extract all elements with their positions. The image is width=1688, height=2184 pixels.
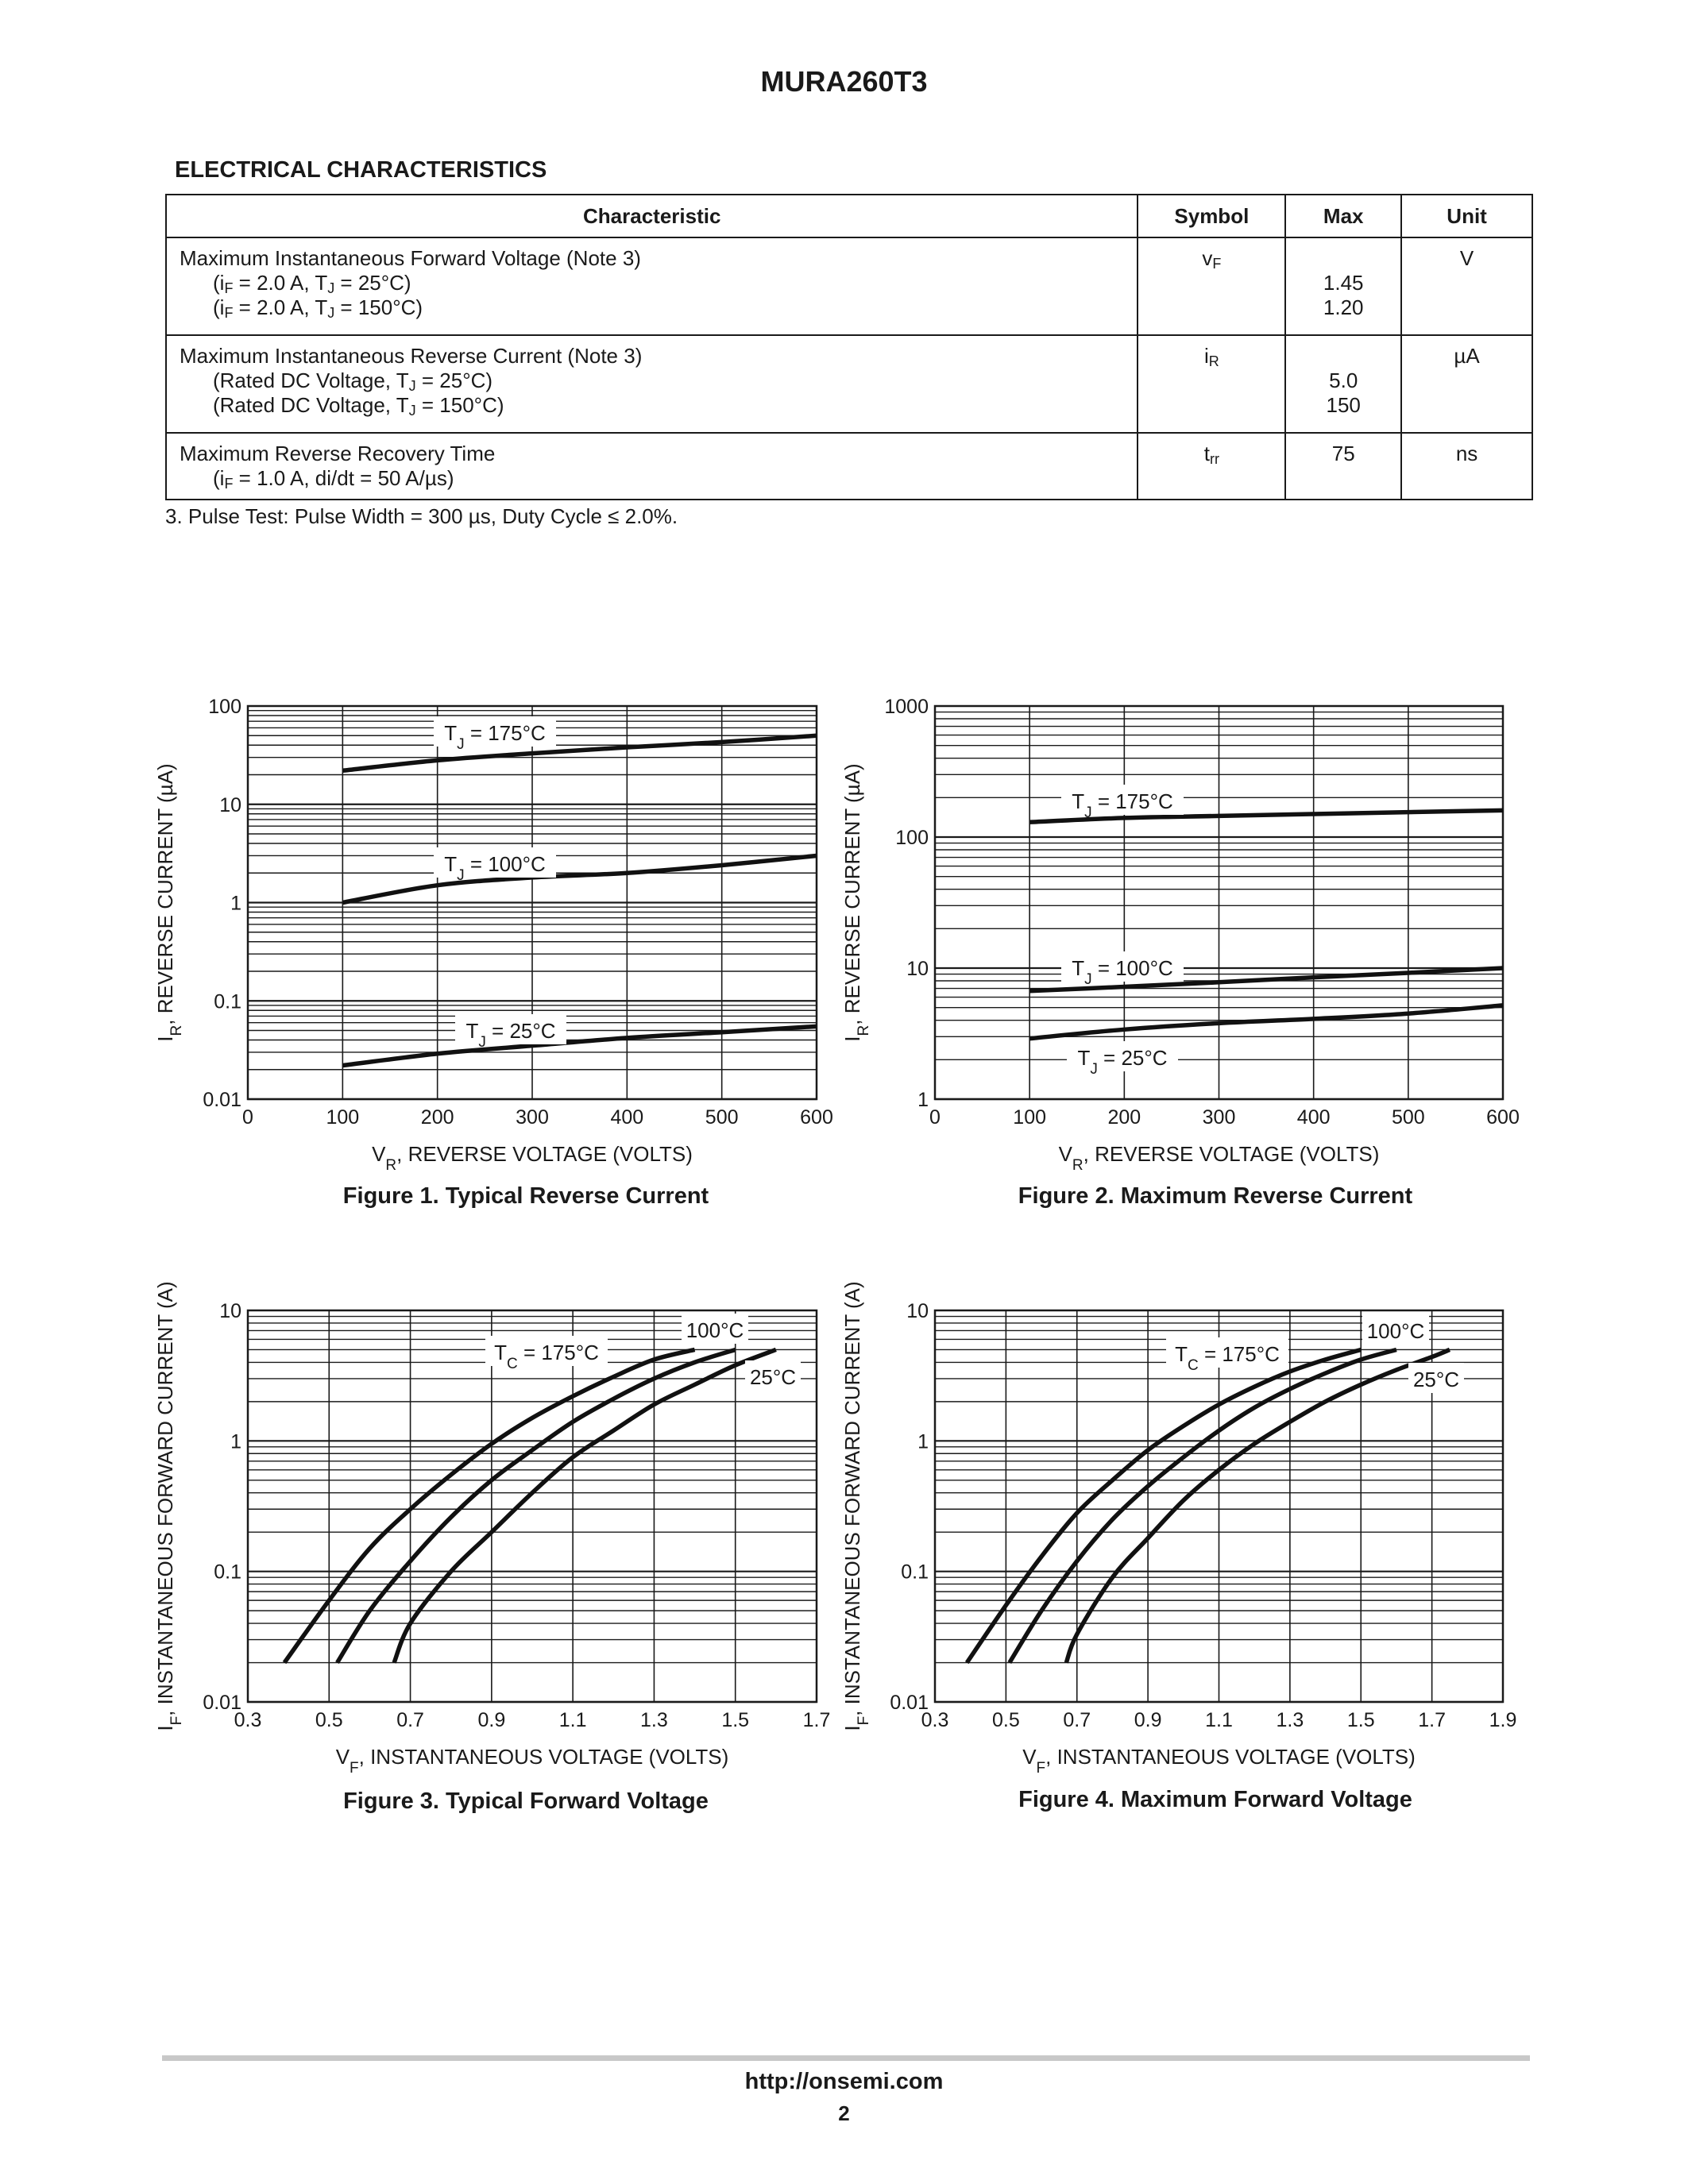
x-axis-title: $V_R$, REVERSE VOLTAGE (VOLTS) bbox=[1058, 1142, 1380, 1174]
x-tick-label: 500 bbox=[1391, 1106, 1425, 1129]
row-condition: (Rated DC Voltage, $T_J = 150^\circ C$) bbox=[213, 393, 504, 419]
x-axis-title: $V_F$, INSTANTANEOUS VOLTAGE (VOLTS) bbox=[1022, 1745, 1416, 1777]
row-symbol: $i_R$ bbox=[1203, 344, 1219, 369]
row-characteristic: Maximum Instantaneous Forward Voltage (Note 3) bbox=[180, 246, 641, 270]
row-characteristic: Maximum Reverse Recovery Time bbox=[180, 442, 496, 465]
series-line bbox=[284, 1349, 695, 1662]
series-line bbox=[338, 1349, 736, 1662]
y-tick-label: 0.1 bbox=[214, 1561, 241, 1584]
y-tick-label: 10 bbox=[219, 793, 241, 816]
y-tick-label: 0.01 bbox=[203, 1089, 241, 1111]
page-title: MURA260T3 bbox=[760, 65, 928, 98]
header-characteristic: Characteristic bbox=[166, 195, 1138, 237]
y-tick-label: 100 bbox=[208, 696, 241, 718]
row-condition: ($i_F = 2.0$ A, $T_J = 25^\circ C$) bbox=[213, 271, 411, 296]
series-label: $T_J = 25^\circ C$ bbox=[465, 1019, 556, 1051]
fig2-chart bbox=[840, 696, 1520, 1174]
x-tick-label: 400 bbox=[1296, 1106, 1331, 1129]
row-unit: µA bbox=[1454, 344, 1480, 368]
row-max: 1.45 bbox=[1323, 271, 1364, 295]
series-line bbox=[342, 735, 817, 770]
row-max: 75 bbox=[1331, 442, 1355, 465]
y-tick-label: 1 bbox=[917, 1430, 929, 1453]
y-tick-label: 1 bbox=[230, 1430, 241, 1453]
x-tick-label: 1.5 bbox=[721, 1709, 750, 1731]
x-tick-label: 1.9 bbox=[1489, 1709, 1517, 1731]
series-label: $T_J = 25^\circ C$ bbox=[1077, 1046, 1168, 1078]
row-max: 1.20 bbox=[1323, 295, 1364, 319]
header-max: Max bbox=[1285, 195, 1401, 237]
x-tick-label: 0 bbox=[929, 1106, 941, 1129]
series-line bbox=[342, 1026, 817, 1065]
x-tick-label: 0.3 bbox=[921, 1709, 949, 1731]
x-tick-label: 1.1 bbox=[1205, 1709, 1233, 1731]
row-unit: ns bbox=[1455, 442, 1478, 465]
row-condition: (Rated DC Voltage, $T_J = 25^\circ C$) bbox=[213, 369, 493, 394]
x-tick-label: 300 bbox=[516, 1106, 549, 1129]
figure-caption: Figure 2. Maximum Reverse Current bbox=[1018, 1183, 1413, 1209]
y-axis-title: $I_R$, REVERSE CURRENT (µA) bbox=[840, 763, 872, 1042]
series-line bbox=[394, 1349, 776, 1662]
series-label: $T_J = 100^\circ C$ bbox=[444, 852, 546, 884]
x-tick-label: 1.3 bbox=[640, 1709, 668, 1731]
series-label: $T_J = 175^\circ C$ bbox=[1072, 789, 1173, 821]
fig3-chart bbox=[153, 1281, 830, 1776]
y-tick-label: 1000 bbox=[884, 696, 929, 718]
x-tick-label: 1.7 bbox=[802, 1709, 831, 1731]
y-axis-title: $I_F$, INSTANTANEOUS FORWARD CURRENT (A) bbox=[153, 1281, 185, 1731]
x-tick-label: 0.5 bbox=[991, 1709, 1020, 1731]
x-tick-label: 100 bbox=[1013, 1106, 1047, 1129]
y-tick-label: 0.1 bbox=[901, 1561, 929, 1584]
row-symbol: $t_{rr}$ bbox=[1203, 442, 1219, 467]
x-tick-label: 1.3 bbox=[1276, 1709, 1304, 1731]
x-tick-label: 0.7 bbox=[1063, 1709, 1091, 1731]
y-axis-title: $I_R$, REVERSE CURRENT (µA) bbox=[153, 763, 185, 1042]
row-condition: ($i_F = 1.0$ A, di/dt = 50 A/µs) bbox=[213, 466, 454, 492]
y-axis-title: $I_F$, INSTANTANEOUS FORWARD CURRENT (A) bbox=[840, 1281, 872, 1731]
row-symbol: $v_F$ bbox=[1202, 246, 1222, 272]
series-line bbox=[1029, 1005, 1503, 1039]
footer-url: http://onsemi.com bbox=[744, 2069, 944, 2094]
row-unit: V bbox=[1459, 246, 1474, 270]
figure-caption: Figure 1. Typical Reverse Current bbox=[342, 1183, 709, 1209]
y-tick-label: 0.01 bbox=[203, 1692, 241, 1714]
x-tick-label: 0 bbox=[242, 1106, 253, 1129]
x-tick-label: 0.7 bbox=[396, 1709, 424, 1731]
fig1-chart bbox=[153, 696, 833, 1174]
x-axis-title: $V_F$, INSTANTANEOUS VOLTAGE (VOLTS) bbox=[335, 1745, 729, 1777]
figure-caption: Figure 3. Typical Forward Voltage bbox=[343, 1788, 709, 1814]
header-symbol: Symbol bbox=[1138, 195, 1285, 237]
series-line bbox=[342, 855, 817, 902]
row-condition: ($i_F = 2.0$ A, $T_J = 150^\circ C$) bbox=[213, 295, 423, 321]
y-tick-label: 100 bbox=[895, 827, 929, 849]
section-title: ELECTRICAL CHARACTERISTICS bbox=[175, 157, 547, 183]
x-tick-label: 600 bbox=[1486, 1106, 1520, 1129]
series-label: $T_J = 100^\circ C$ bbox=[1072, 956, 1173, 988]
x-tick-label: 1.5 bbox=[1346, 1709, 1375, 1731]
series-line bbox=[967, 1349, 1361, 1662]
x-tick-label: 0.3 bbox=[234, 1709, 262, 1731]
header-unit: Unit bbox=[1401, 195, 1532, 237]
footer-divider bbox=[162, 2055, 1530, 2061]
y-tick-label: 10 bbox=[906, 958, 929, 980]
x-tick-label: 200 bbox=[420, 1106, 454, 1129]
y-tick-label: 10 bbox=[219, 1300, 241, 1322]
figure-caption: Figure 4. Maximum Forward Voltage bbox=[1018, 1787, 1412, 1812]
page-number: 2 bbox=[838, 2101, 850, 2125]
y-tick-label: 1 bbox=[230, 892, 241, 915]
fig4-chart bbox=[840, 1281, 1516, 1776]
y-tick-label: 10 bbox=[906, 1300, 929, 1322]
x-tick-label: 200 bbox=[1107, 1106, 1141, 1129]
x-tick-label: 600 bbox=[800, 1106, 833, 1129]
x-tick-label: 0.9 bbox=[477, 1709, 506, 1731]
x-tick-label: 1.1 bbox=[558, 1709, 587, 1731]
x-tick-label: 0.5 bbox=[315, 1709, 343, 1731]
series-label: $T_C = 175^\circ C$ bbox=[494, 1341, 599, 1372]
x-tick-label: 500 bbox=[705, 1106, 739, 1129]
series-label: 100°C bbox=[1366, 1319, 1425, 1343]
y-tick-label: 0.01 bbox=[890, 1692, 929, 1714]
x-tick-label: 100 bbox=[326, 1106, 360, 1129]
footnote: 3. Pulse Test: Pulse Width = 300 µs, Duty Cycle ≤ 2.0%. bbox=[165, 504, 678, 528]
x-tick-label: 1.7 bbox=[1418, 1709, 1447, 1731]
x-tick-label: 0.9 bbox=[1134, 1709, 1162, 1731]
x-tick-label: 300 bbox=[1202, 1106, 1236, 1129]
row-characteristic: Maximum Instantaneous Reverse Current (Note 3) bbox=[180, 344, 643, 368]
series-label: 100°C bbox=[686, 1318, 744, 1342]
row-max: 5.0 bbox=[1329, 369, 1358, 392]
series-label: 25°C bbox=[1412, 1368, 1460, 1391]
series-label: $T_C = 175^\circ C$ bbox=[1175, 1342, 1280, 1374]
series-label: $T_J = 175^\circ C$ bbox=[444, 721, 546, 753]
series-label: 25°C bbox=[749, 1365, 797, 1389]
x-axis-title: $V_R$, REVERSE VOLTAGE (VOLTS) bbox=[372, 1142, 693, 1174]
y-tick-label: 0.1 bbox=[214, 990, 241, 1013]
x-tick-label: 400 bbox=[610, 1106, 644, 1129]
y-tick-label: 1 bbox=[917, 1089, 929, 1111]
row-max: 150 bbox=[1326, 393, 1361, 417]
